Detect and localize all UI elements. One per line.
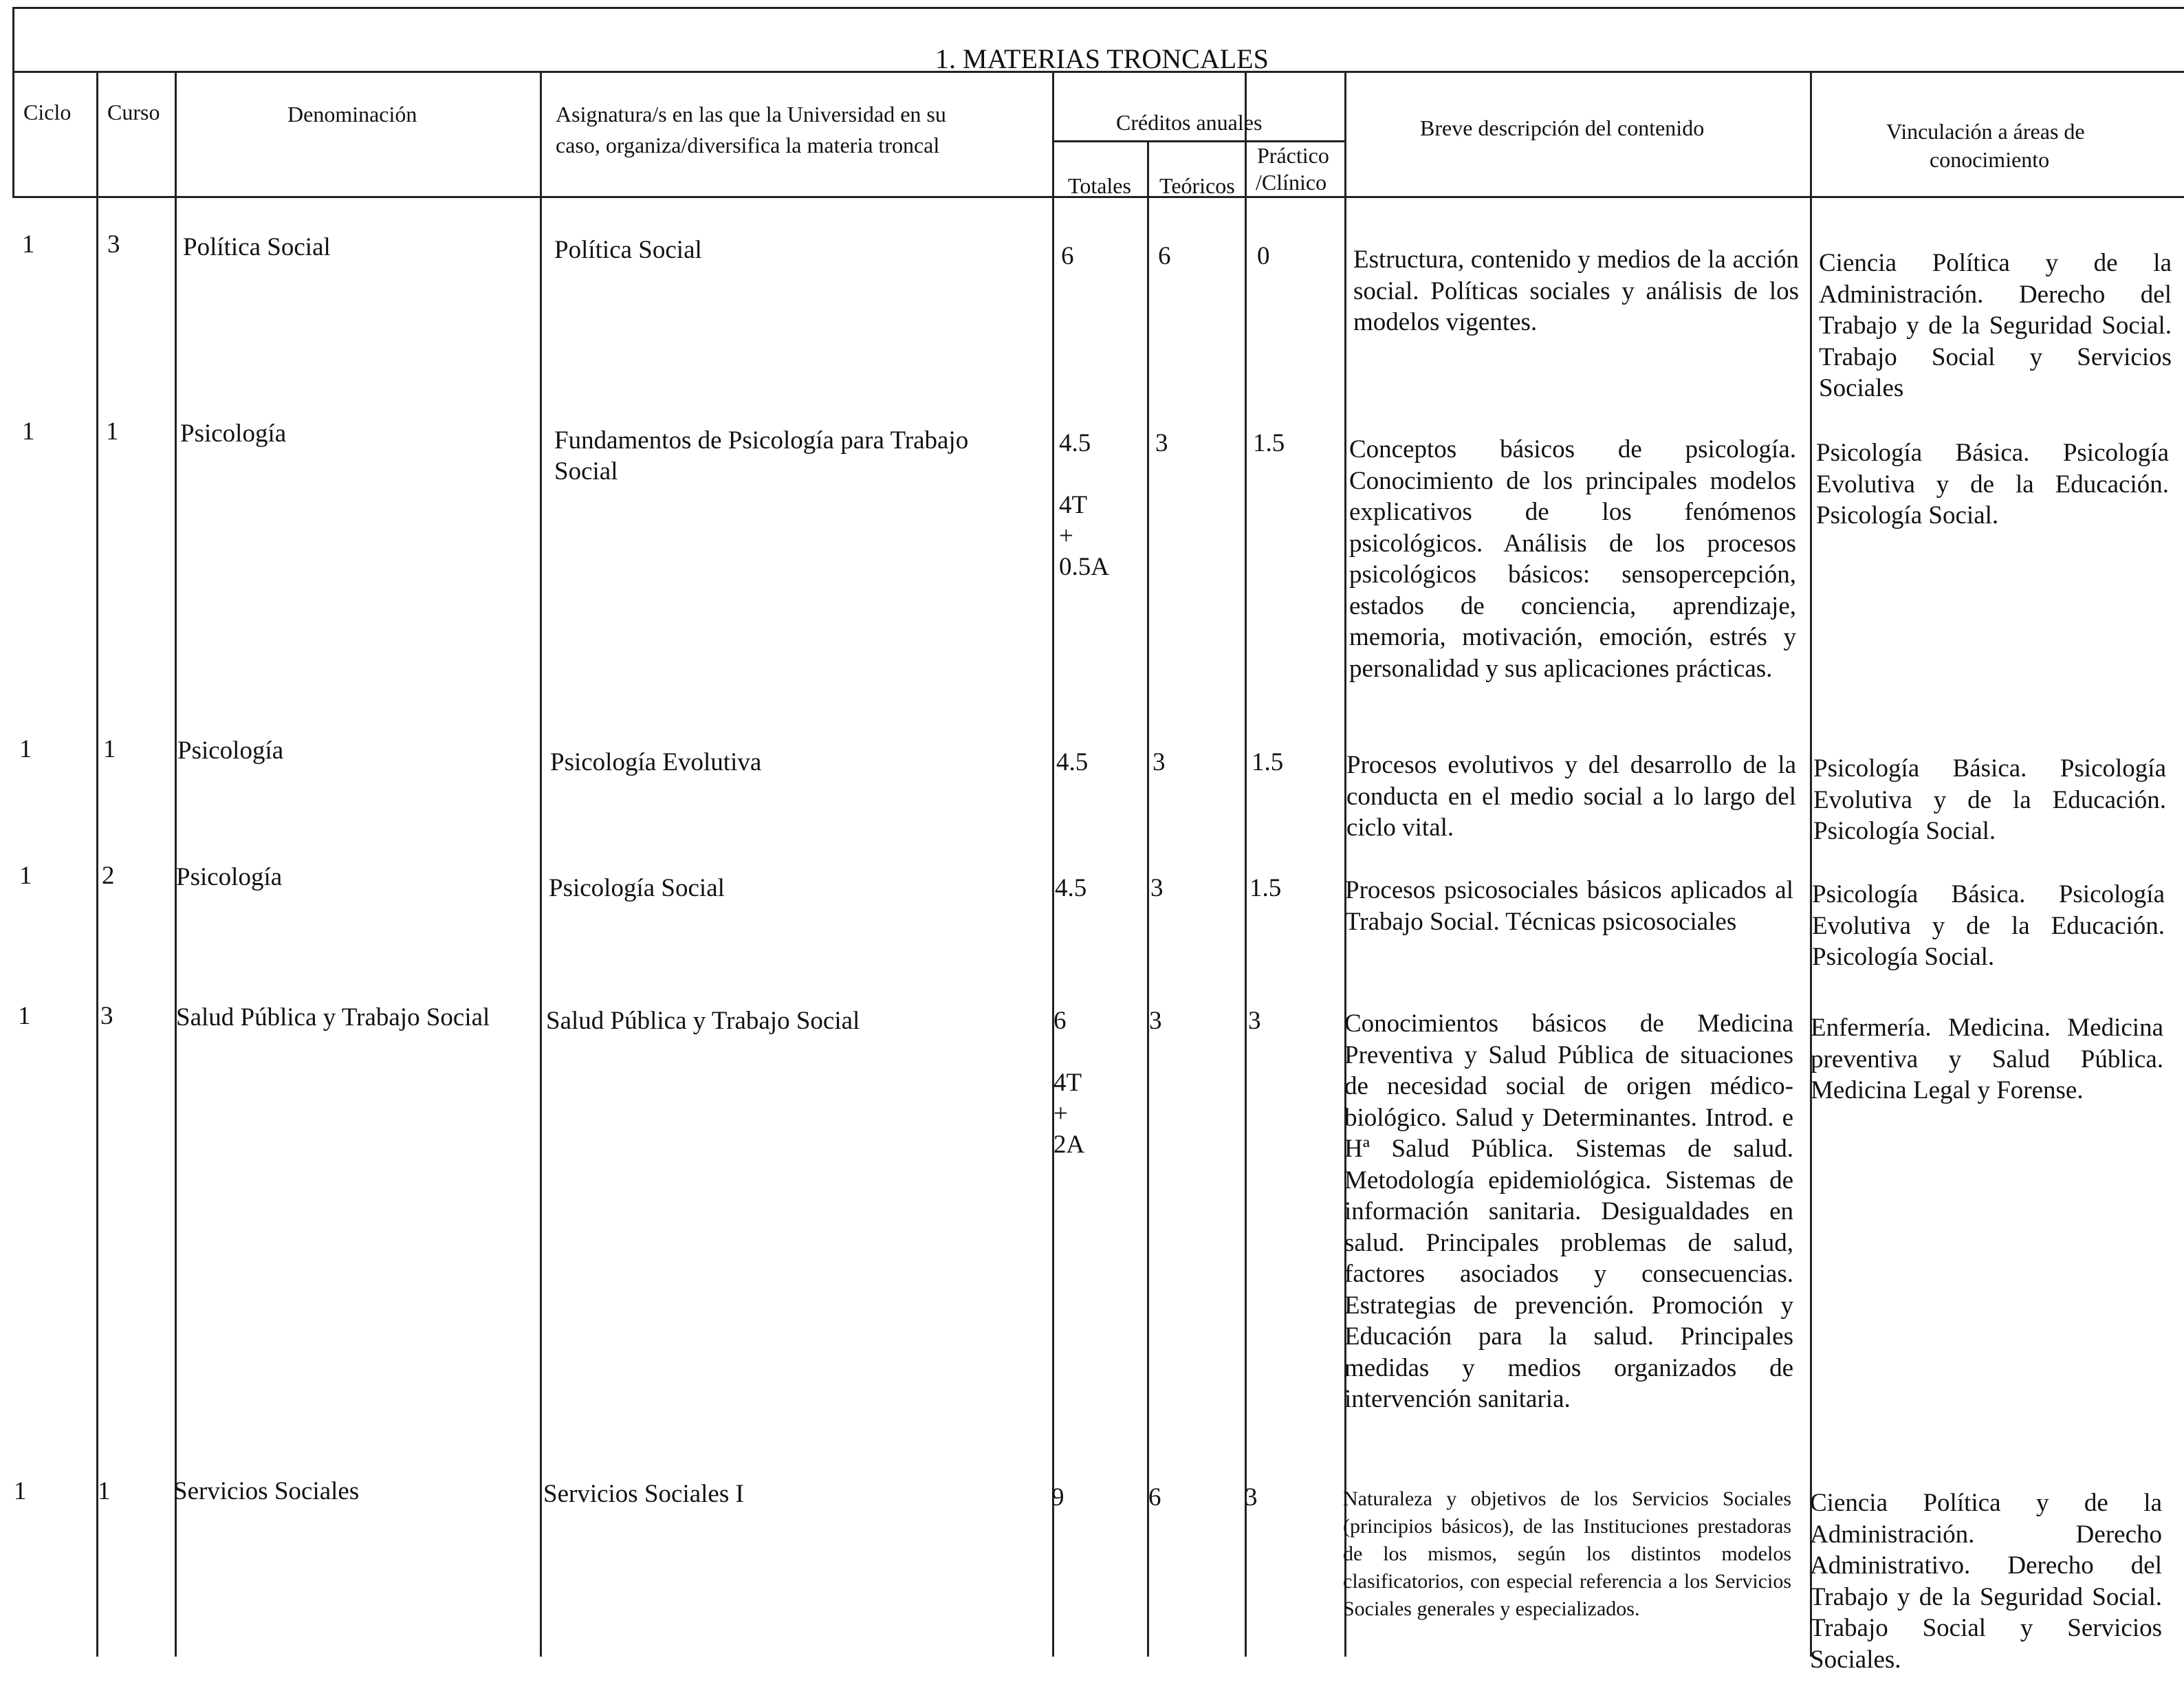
cell-denominacion: Psicología <box>176 863 283 891</box>
cell-asignatura: Psicología Social <box>549 874 725 902</box>
cell-descripcion: Estructura, contenido y medios de la acción social. Políticas sociales y análisis de los modelos vigentes. <box>1353 246 1799 336</box>
cell-practico: 3 <box>1248 1007 1261 1035</box>
cell-curso: 1 <box>103 735 116 763</box>
cell-teoricos: 3 <box>1153 748 1166 776</box>
cell-totales: 6 <box>1053 1007 1067 1035</box>
header-denominacion: Denominación <box>287 102 417 127</box>
cell-vinculacion: Psicología Básica. Psicología Evolutiva y de la Educación. Psicología Social. <box>1812 880 2165 971</box>
cell-ciclo: 1 <box>19 735 32 763</box>
header-practico-line2: /Clínico <box>1256 170 1327 195</box>
top-border <box>12 7 2184 9</box>
credits-subheader-line <box>1052 140 1344 142</box>
cell-curso: 3 <box>100 1002 113 1030</box>
cell-curso: 2 <box>102 862 115 890</box>
cell-ciclo: 1 <box>22 417 35 446</box>
cell-ciclo: 1 <box>18 1002 31 1030</box>
header-teoricos: Teóricos <box>1159 173 1235 198</box>
cell-descripcion: Conceptos básicos de psicología. Conocimiento de los principales modelos explicativos de los fenómenos psicológicos. Análisis de los procesos psicológicos básicos: sensopercepción, estados de conciencia, aprendizaje, memoria, motivación, emoción, estrés y personalidad y sus aplicaciones prácticas. <box>1349 435 1796 683</box>
header-asignatura-line1: Asignatura/s en las que la Universidad en su <box>556 102 946 127</box>
cell-descripcion: Naturaleza y objetivos de los Servicios Sociales (principios básicos), de las Instituciones prestadoras de los mismos, según los distintos modelos clasificatorios, con especial referencia a los Servicios Sociales generales y especializados. <box>1343 1487 1791 1620</box>
cell-vinculacion: Psicología Básica. Psicología Evolutiva y de la Educación. Psicología Social. <box>1816 439 2169 530</box>
cell-totales-line4: 0.5A <box>1059 553 1109 581</box>
header-descripcion: Breve descripción del contenido <box>1420 116 1705 140</box>
cell-descripcion: Conocimientos básicos de Medicina Preventiva y Salud Pública de situaciones de necesidad social de origen médico-biológico. Salud y Determinantes. Introd. e Hª Salud Pública. Sistemas de salud. Metodología epidemiológica. Sistemas de información sanitaria. Desigualdades en salud. Principales problemas de salud, factores asociados y consecuencias. Estrategias de prevención. Promoción y Educación para la salud. Principales medidas y medios organizados de intervención sanitaria. <box>1344 1010 1793 1413</box>
cell-totales: 4.5 <box>1055 874 1087 902</box>
cell-denominacion: Política Social <box>183 233 331 261</box>
cell-teoricos: 6 <box>1158 242 1171 270</box>
cell-curso: 3 <box>107 230 120 259</box>
cell-denominacion: Salud Pública y Trabajo Social <box>176 1003 490 1032</box>
header-vinculacion-line1: Vinculación a áreas de <box>1886 119 2085 144</box>
header-curso: Curso <box>107 100 160 124</box>
cell-practico: 1.5 <box>1252 748 1284 776</box>
left-border <box>12 7 14 196</box>
cell-practico: 3 <box>1245 1483 1258 1512</box>
col-sep-totales <box>1147 141 1149 1657</box>
cell-totales-line2: 4T <box>1059 491 1088 519</box>
cell-totales-line3: + <box>1059 522 1073 550</box>
col-sep-ciclo <box>96 72 98 1657</box>
cell-totales-line2: 4T <box>1053 1069 1082 1097</box>
col-sep-teoricos <box>1245 72 1247 1657</box>
cell-denominacion: Psicología <box>180 419 287 448</box>
cell-ciclo: 1 <box>14 1477 27 1505</box>
cell-totales-line4: 2A <box>1053 1131 1085 1159</box>
cell-asignatura: Política Social <box>554 236 702 264</box>
cell-totales: 6 <box>1061 242 1074 270</box>
col-sep-practico <box>1344 72 1346 1657</box>
col-sep-descripcion <box>1810 72 1812 1657</box>
cell-practico: 1.5 <box>1253 429 1285 457</box>
col-sep-asignatura <box>1052 72 1054 1657</box>
cell-descripcion: Procesos psicosociales básicos aplicados al Trabajo Social. Técnicas psicosociales <box>1345 876 1793 936</box>
cell-curso: 1 <box>98 1477 111 1505</box>
cell-curso: 1 <box>106 417 119 446</box>
cell-vinculacion: Enfermería. Medicina. Medicina preventiva y Salud Pública. Medicina Legal y Forense. <box>1811 1014 2163 1104</box>
cell-teoricos: 3 <box>1155 429 1168 457</box>
table-title: 1. MATERIAS TRONCALES <box>935 43 1269 74</box>
col-sep-denominacion <box>540 72 542 1657</box>
header-creditos: Créditos anuales <box>1116 110 1263 135</box>
cell-asignatura: Servicios Sociales I <box>543 1480 744 1508</box>
cell-totales-line3: + <box>1053 1100 1068 1128</box>
cell-descripcion: Procesos evolutivos y del desarrollo de la conducta en el medio social a lo largo del ciclo vital. <box>1346 751 1796 842</box>
header-asignatura-line2: caso, organiza/diversifica la materia troncal <box>556 133 940 157</box>
cell-practico: 0 <box>1257 242 1270 270</box>
cell-ciclo: 1 <box>19 862 32 890</box>
cell-denominacion: Servicios Sociales <box>173 1477 360 1505</box>
header-ciclo: Ciclo <box>23 100 72 124</box>
cell-asignatura: Salud Pública y Trabajo Social <box>546 1007 860 1035</box>
cell-asignatura: Fundamentos de Psicología para Trabajo <box>554 426 969 455</box>
cell-teoricos: 6 <box>1148 1483 1161 1512</box>
cell-totales: 4.5 <box>1056 748 1089 776</box>
header-totales: Totales <box>1068 173 1131 198</box>
cell-vinculacion: Psicología Básica. Psicología Evolutiva y de la Educación. Psicología Social. <box>1813 754 2166 845</box>
cell-ciclo: 1 <box>22 230 35 259</box>
cell-totales: 9 <box>1051 1483 1064 1512</box>
cell-denominacion: Psicología <box>177 737 284 765</box>
cell-asignatura: Psicología Evolutiva <box>550 748 762 776</box>
cell-practico: 1.5 <box>1249 874 1282 902</box>
header-practico-line1: Práctico <box>1257 143 1329 168</box>
header-vinculacion-line2: conocimiento <box>1930 147 2050 172</box>
cell-totales: 4.5 <box>1059 429 1091 457</box>
cell-teoricos: 3 <box>1149 1007 1162 1035</box>
cell-asignatura-line2: Social <box>554 457 618 486</box>
cell-teoricos: 3 <box>1150 874 1164 902</box>
cell-vinculacion: Ciencia Política y de la Administración. Derecho Administrativo. Derecho del Trabajo y de la Seguridad Social. Trabajo Social y Servicios Sociales. <box>1810 1489 2162 1674</box>
cell-vinculacion: Ciencia Política y de la Administración. Derecho del Trabajo y de la Seguridad Social. Trabajo Social y Servicios Sociales <box>1819 249 2172 402</box>
